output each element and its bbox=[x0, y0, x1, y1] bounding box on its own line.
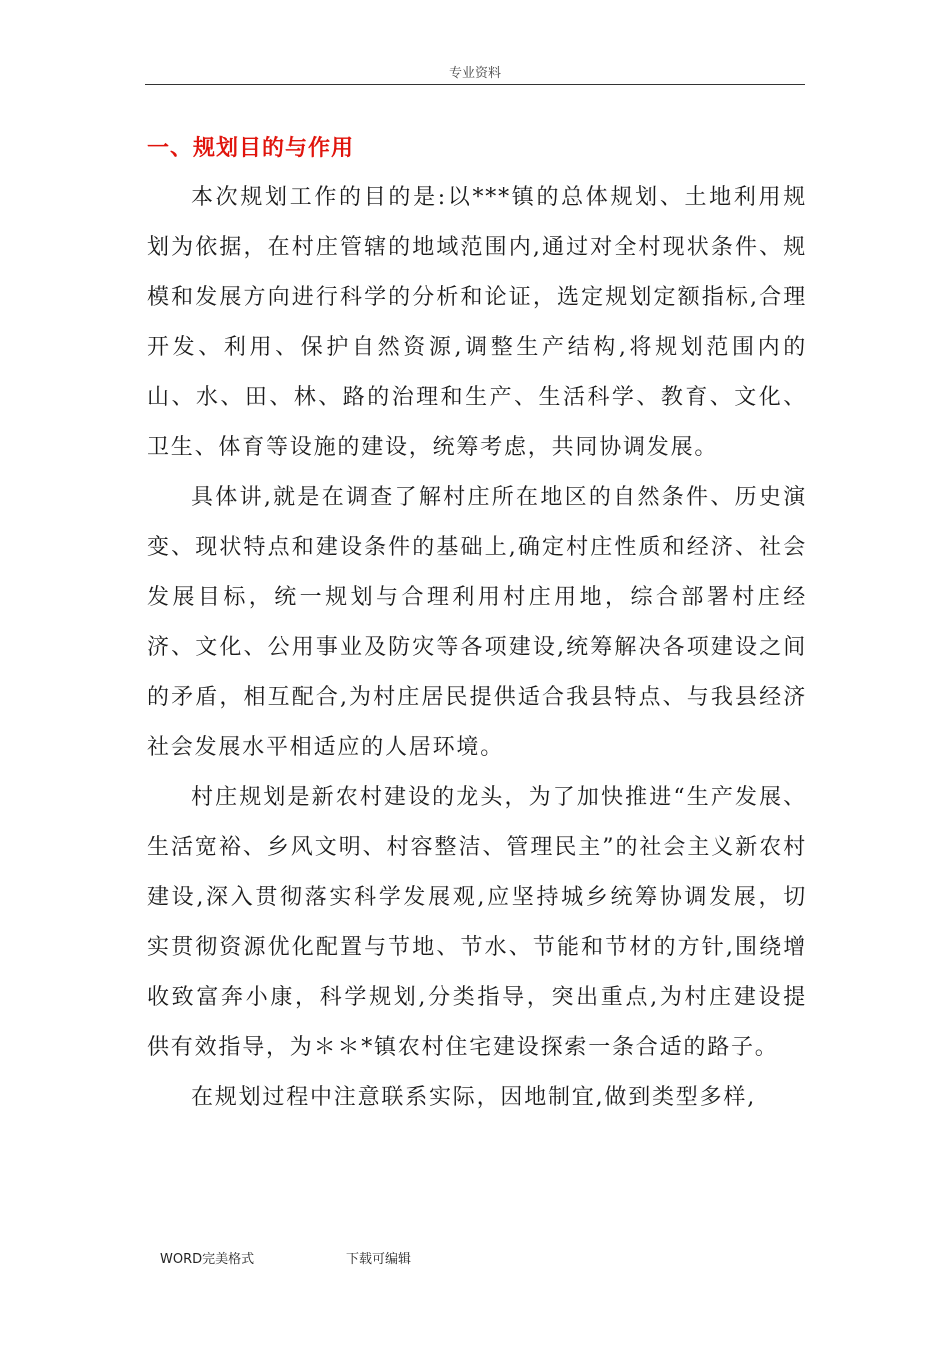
section-heading: 一、规划目的与作用 bbox=[147, 136, 355, 161]
page-header: 专业资料 bbox=[448, 66, 501, 81]
header-divider bbox=[145, 84, 805, 85]
body-paragraph: 本次规划工作的目的是:以***镇的总体规划、土地利用规划为依据，在村庄管辖的地域范围内,通过对全村现状条件、规模和发展方向进行科学的分析和论证，选定规划定额指标,合理开发、利用、保护自然资源,调整生产结构,将规划范围内的山、水、田、林、路的治理和生产、生活科学、教育、文化、卫生、体育等设施的建设，统筹考虑，共同协调发展。 bbox=[147, 185, 807, 460]
body-paragraph: 在规划过程中注意联系实际，因地制宜,做到类型多样, bbox=[191, 1085, 756, 1110]
body-paragraph: 具体讲,就是在调查了解村庄所在地区的自然条件、历史演变、现状特点和建设条件的基础上,确定村庄性质和经济、社会发展目标，统一规划与合理利用村庄用地，综合部署村庄经济、文化、公用事业及防灾等各项建设,统筹解决各项建设之间的矛盾，相互配合,为村庄居民提供适合我县特点、与我县经济社会发展水平相适应的人居环境。 bbox=[147, 485, 807, 760]
footer-format-note: WORD完美格式 bbox=[160, 1252, 255, 1267]
section-body bbox=[147, 173, 807, 1123]
footer-download-note: 下载可编辑 bbox=[346, 1252, 412, 1267]
body-paragraph: 村庄规划是新农村建设的龙头，为了加快推进“生产发展、生活宽裕、乡风文明、村容整洁、管理民主”的社会主义新农村建设,深入贯彻落实科学发展观,应坚持城乡统筹协调发展，切实贯彻资源优化配置与节地、节水、节能和节材的方针,围绕增收致富奔小康，科学规划,分类指导，突出重点,为村庄建设提供有效指导，为＊＊*镇农村住宅建设探索一条合适的路子。 bbox=[147, 785, 807, 1060]
